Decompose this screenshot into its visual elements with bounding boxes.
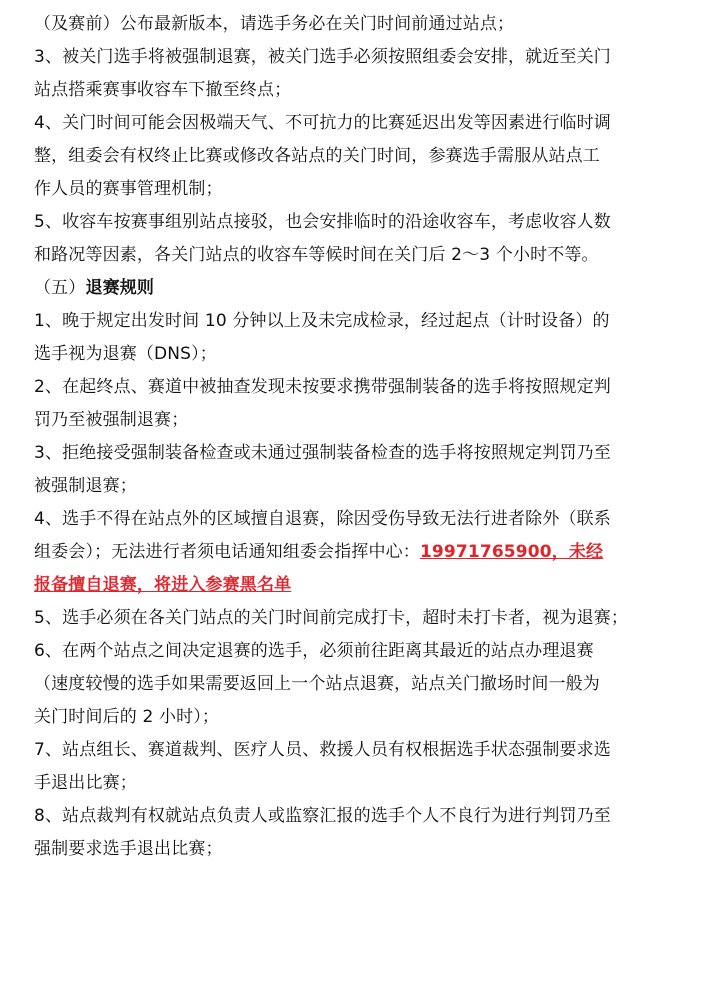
text-line: 站点搭乘赛事收容车下撤至终点； [34,80,292,100]
section-title: 退赛规则 [85,278,155,298]
text-line: 3、被关门选手将被强制退赛，被关门选手必须按照组委会安排，就近至关门 [34,47,611,67]
text-line: 1、晚于规定出发时间 10 分钟以上及未完成检录，经过起点（计时设备）的 [34,311,610,331]
text-line: 2、在起终点、赛道中被抽查发现未按要求携带强制装备的选手将按照规定判 [34,377,611,397]
text-line: 强制要求选手退出比赛； [34,839,223,859]
text-line: 手退出比赛； [34,773,137,793]
text-line: 6、在两个站点之间决定退赛的选手，必须前往距离其最近的站点办理退赛 [34,641,594,661]
text-line: （及赛前）公布最新版本，请选手务必在关门时间前通过站点； [34,14,515,34]
section-prefix: （五） [34,278,86,298]
blacklist-warning: 报备擅自退赛，将进入参赛黑名单 [34,575,292,595]
text-line: 罚乃至被强制退赛； [34,410,189,430]
text-line: 选手视为退赛（DNS）； [34,344,217,364]
text-line: 4、选手不得在站点外的区域擅自退赛，除因受伤导致无法行进者除外（联系 [34,509,611,529]
text-line: 和路况等因素，各关门站点的收容车等候时间在关门后 2～3 个小时不等。 [34,245,599,265]
rule4-warning-line [34,569,674,602]
text-line: 作人员的赛事管理机制； [34,179,223,199]
text-line: 关门时间后的 2 小时）； [34,707,220,727]
text-line: 3、拒绝接受强制装备检查或未通过强制装备检查的选手将按照规定判罚乃至 [34,443,611,463]
document-page [34,8,674,866]
text-line: 8、站点裁判有权就站点负责人或监察汇报的选手个人不良行为进行判罚乃至 [34,806,611,826]
rule4-text: 组委会）；无法进行者须电话通知组委会指挥中心： [34,542,420,562]
text-line: 被强制退赛； [34,476,137,496]
text-line: 7、站点组长、赛道裁判、医疗人员、救援人员有权根据选手状态强制要求选 [34,740,611,760]
section-heading [34,272,674,305]
text-line: 整，组委会有权终止比赛或修改各站点的关门时间，参赛选手需服从站点工 [34,146,600,166]
hotline-highlight: 19971765900，未经 [419,542,604,562]
text-line: （速度较慢的选手如果需要返回上一个站点退赛，站点关门撤场时间一般为 [34,674,600,694]
text-line: 4、关门时间可能会因极端天气、不可抗力的比赛延迟出发等因素进行临时调 [34,113,611,133]
text-line: 5、收容车按赛事组别站点接驳，也会安排临时的沿途收容车，考虑收容人数 [34,212,611,232]
rule4-line [34,536,674,569]
text-line: 5、选手必须在各关门站点的关门时间前完成打卡，超时未打卡者，视为退赛； [34,608,629,628]
